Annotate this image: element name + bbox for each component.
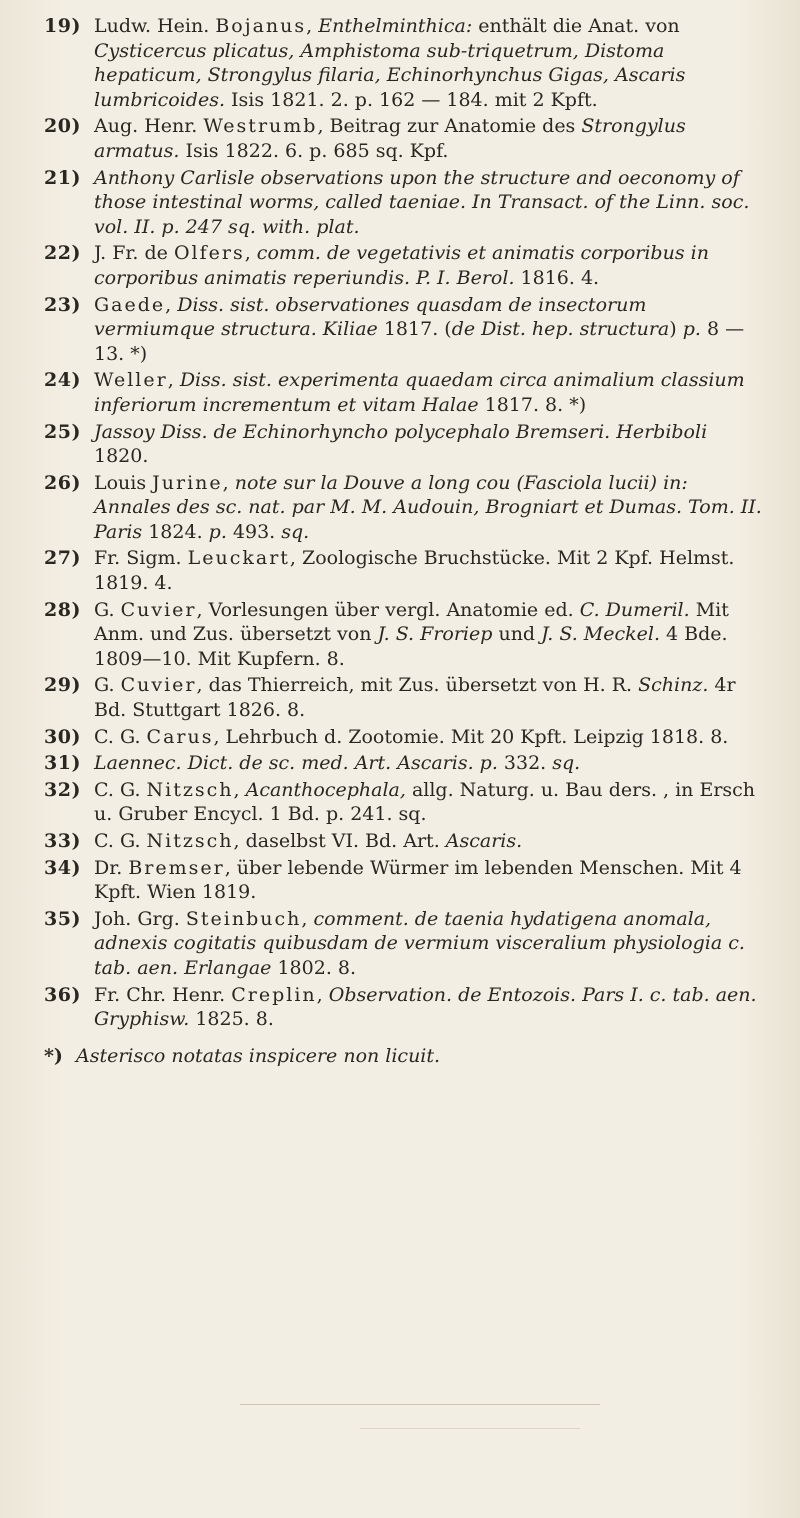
entry-text	[94, 167, 749, 238]
author-name: Cuvier	[120, 598, 197, 621]
author-name: Olfers	[173, 242, 245, 265]
printer-rule	[240, 1404, 600, 1405]
italic-title: Jassoy Diss. de Echinorhyncho polycephalo Bremseri. Herbiboli	[94, 420, 708, 443]
entry-segment: Fr. Chr. Henr.	[94, 983, 232, 1006]
entry-text	[94, 830, 522, 852]
bibliography-entry	[44, 241, 766, 290]
bibliography-entry	[44, 166, 766, 240]
italic-title: Acanthocephala,	[245, 778, 406, 801]
entry-segment: 4 Bde. 1809—10. Mit Kupfern. 8.	[94, 623, 728, 670]
entry-text	[94, 857, 742, 904]
entry-text	[94, 421, 707, 468]
printer-rule-short	[360, 1428, 580, 1429]
italic-title: Schinz.	[638, 674, 709, 697]
italic-title: p.	[682, 318, 701, 341]
entry-segment: Isis 1821. 2. p. 162 — 184. mit 2 Kpft.	[225, 88, 598, 111]
entry-segment: C. G.	[94, 830, 147, 852]
footnote-text: Asterisco notatas inspicere non licuit.	[76, 1044, 441, 1067]
entry-segment: ,	[233, 778, 246, 801]
entry-number: 23)	[44, 293, 81, 316]
bibliography-entry	[44, 751, 766, 776]
entry-number: 29)	[44, 674, 81, 697]
entry-segment: ,	[316, 983, 329, 1006]
entry-segment: Ludw. Hein.	[94, 15, 216, 37]
italic-title: note sur la Douve a long cou (Fasciola lucii) in: Annales des sc. nat. par M. M. Audouin, Brogniart et Dumas. Tom. II. Paris	[94, 471, 762, 543]
entry-segment: allg. Naturg. u. Bau ders. , in Ersch u. Gruber Encycl. 1 Bd. p. 241. sq.	[94, 778, 756, 826]
italic-title: Anthony Carlisle observations upon the structure and oeconomy of those intestinal worms, called taeniae. In Transact. of the Linn. soc. vol. II. p. 247 sq. with. plat.	[94, 166, 750, 238]
italic-title: Diss. sist. experimenta quaedam circa animalium classium inferiorum incrementum et vitam Halae	[94, 369, 745, 416]
entry-segment: enthält die Anat. von	[472, 15, 680, 37]
entry-number: 34)	[44, 856, 81, 879]
entry-segment: )	[669, 318, 683, 341]
bibliography-list	[44, 14, 766, 1032]
italic-title: Strongylus armatus.	[94, 115, 686, 162]
entry-segment: 8 — 13. *)	[94, 318, 745, 365]
entry-segment: J. Fr. de	[94, 242, 174, 265]
italic-title: sq.	[281, 520, 310, 543]
bibliography-entry	[44, 856, 766, 905]
author-name: Steinbuch	[185, 907, 302, 930]
entry-segment: Aug. Henr.	[94, 115, 204, 138]
entry-segment: , daselbst VI. Bd. Art.	[233, 830, 446, 852]
italic-title: p.	[208, 520, 227, 543]
bibliography-entry	[44, 598, 766, 672]
entry-segment: ,	[301, 907, 314, 930]
italic-title: Diss. sist. observationes quasdam de insectorum vermiumque structura. Kiliae	[94, 293, 647, 341]
footnote-mark: *)	[44, 1044, 63, 1067]
author-name: Weller	[94, 369, 168, 392]
entry-segment: ,	[165, 293, 178, 316]
entry-segment: 1816. 4.	[514, 266, 600, 289]
entry-segment: C. G.	[94, 778, 147, 801]
entry-number: 36)	[44, 983, 81, 1006]
entry-segment: C. G.	[94, 725, 147, 748]
entry-number: 30)	[44, 725, 81, 748]
entry-segment: , Vorlesungen über vergl. Anatomie ed.	[196, 598, 580, 621]
entry-number: 32)	[44, 778, 81, 801]
entry-text	[94, 984, 757, 1031]
italic-title: comment. de taenia hydatigena anomala, adnexis cogitatis quibusdam de vermium visceralium physiologia c. tab. aen. Erlangae	[94, 907, 745, 979]
italic-title: J. S. Meckel.	[541, 623, 660, 646]
entry-text	[94, 294, 744, 365]
entry-number: 28)	[44, 598, 81, 621]
italic-title: Cysticercus plicatus, Amphistoma sub-triquetrum, Distoma hepaticum, Strongylus filaria, Echinorhynchus Gigas, Ascaris lumbricoides.	[94, 39, 686, 111]
entry-segment: Fr. Sigm.	[94, 547, 188, 570]
entry-segment: Dr.	[94, 856, 129, 879]
italic-title: Ascaris.	[445, 830, 523, 852]
footnote	[44, 1044, 766, 1068]
entry-text	[94, 115, 686, 162]
italic-title: comm. de vegetativis et animatis corporibus in corporibus animatis reperiundis. P. I. Berol.	[94, 242, 709, 289]
entry-text	[94, 674, 736, 721]
author-name: Carus	[146, 725, 214, 748]
entry-segment: 1817. 8. *)	[478, 393, 587, 416]
bibliography-entry	[44, 368, 766, 417]
entry-text	[94, 599, 729, 670]
entry-segment: 1825. 8.	[189, 1008, 274, 1031]
italic-title: C. Dumeril.	[579, 598, 690, 621]
author-name: Nitzsch	[146, 778, 234, 801]
bibliography-entry	[44, 907, 766, 981]
bibliography-entry	[44, 778, 766, 827]
bibliography-entry	[44, 673, 766, 722]
entry-segment: G.	[94, 674, 121, 697]
author-name: Westrumb	[203, 115, 318, 138]
entry-segment: ,	[306, 15, 319, 37]
italic-title: de Dist. hep. structura	[451, 318, 670, 341]
entry-number: 21)	[44, 166, 81, 189]
entry-number: 25)	[44, 420, 81, 443]
entry-text	[94, 15, 685, 111]
italic-title: Enthelminthica:	[318, 15, 473, 37]
author-name: Cuvier	[120, 674, 197, 697]
author-name: Leuckart	[187, 547, 290, 570]
entry-segment: ,	[167, 369, 180, 392]
bibliography-entry	[44, 14, 766, 112]
entry-segment: , Zoologische Bruchstücke. Mit 2 Kpf. Helmst. 1819. 4.	[94, 547, 735, 595]
entry-text	[94, 908, 745, 979]
entry-segment: 493.	[226, 520, 282, 543]
bibliography-entry	[44, 293, 766, 367]
author-name: Bremser	[128, 856, 225, 879]
entry-segment: 1824.	[142, 520, 209, 543]
entry-text	[94, 726, 728, 748]
entry-number: 35)	[44, 907, 81, 930]
entry-segment: Joh. Grg.	[94, 907, 186, 930]
entry-segment: , Beitrag zur Anatomie des	[317, 115, 582, 138]
bibliography-entry	[44, 114, 766, 163]
entry-number: 24)	[44, 369, 81, 392]
entry-segment: Louis	[94, 471, 153, 494]
entry-segment: G.	[94, 598, 121, 621]
italic-title: Laennec. Dict. de sc. med. Art. Ascaris. p.	[94, 752, 498, 775]
entry-text	[94, 242, 709, 289]
entry-text	[94, 472, 762, 543]
entry-segment: , über lebende Würmer im lebenden Menschen. Mit 4 Kpft. Wien 1819.	[94, 856, 742, 904]
entry-segment: , Lehrbuch d. Zootomie. Mit 20 Kpft. Leipzig 1818. 8.	[213, 725, 729, 748]
entry-segment: 332.	[497, 752, 553, 775]
bibliography-entry	[44, 420, 766, 469]
entry-segment: Isis 1822. 6. p. 685 sq. Kpf.	[179, 139, 449, 162]
entry-text	[94, 779, 755, 826]
author-name: Bojanus	[215, 15, 307, 37]
entry-segment: 1817. (	[377, 318, 452, 341]
entry-segment: , das Thierreich, mit Zus. übersetzt von H. R.	[196, 674, 639, 697]
entry-segment: Mit Anm. und Zus. übersetzt von	[94, 598, 729, 646]
entry-text	[94, 369, 745, 416]
author-name: Creplin	[231, 983, 317, 1006]
entry-number: 19)	[44, 15, 81, 37]
italic-title: J. S. Froriep	[377, 623, 493, 646]
italic-title: sq.	[552, 752, 581, 775]
author-name: Gaede	[94, 293, 166, 316]
entry-number: 33)	[44, 830, 81, 852]
entry-segment: 1820.	[94, 445, 149, 468]
entry-segment: 4r Bd. Stuttgart 1826. 8.	[94, 674, 736, 722]
italic-title: Observation. de Entozois. Pars I. c. tab. aen. Gryphisw.	[94, 983, 757, 1031]
bibliography-entry	[44, 546, 766, 595]
entry-number: 20)	[44, 115, 81, 138]
bibliography-entry	[44, 983, 766, 1032]
author-name: Nitzsch	[146, 830, 234, 852]
entry-number: 31)	[44, 752, 81, 775]
entry-number: 26)	[44, 471, 81, 494]
entry-segment: ,	[222, 471, 235, 494]
entry-number: 27)	[44, 547, 81, 570]
entry-segment: und	[492, 623, 542, 646]
entry-text	[94, 752, 580, 774]
entry-segment: ,	[244, 242, 257, 265]
entry-number: 22)	[44, 242, 81, 265]
bibliography-entry	[44, 471, 766, 545]
bibliography-entry	[44, 725, 766, 750]
bibliography-entry	[44, 829, 766, 854]
entry-text	[94, 547, 734, 594]
author-name: Jurine	[152, 471, 223, 494]
entry-segment: 1802. 8.	[271, 956, 357, 979]
